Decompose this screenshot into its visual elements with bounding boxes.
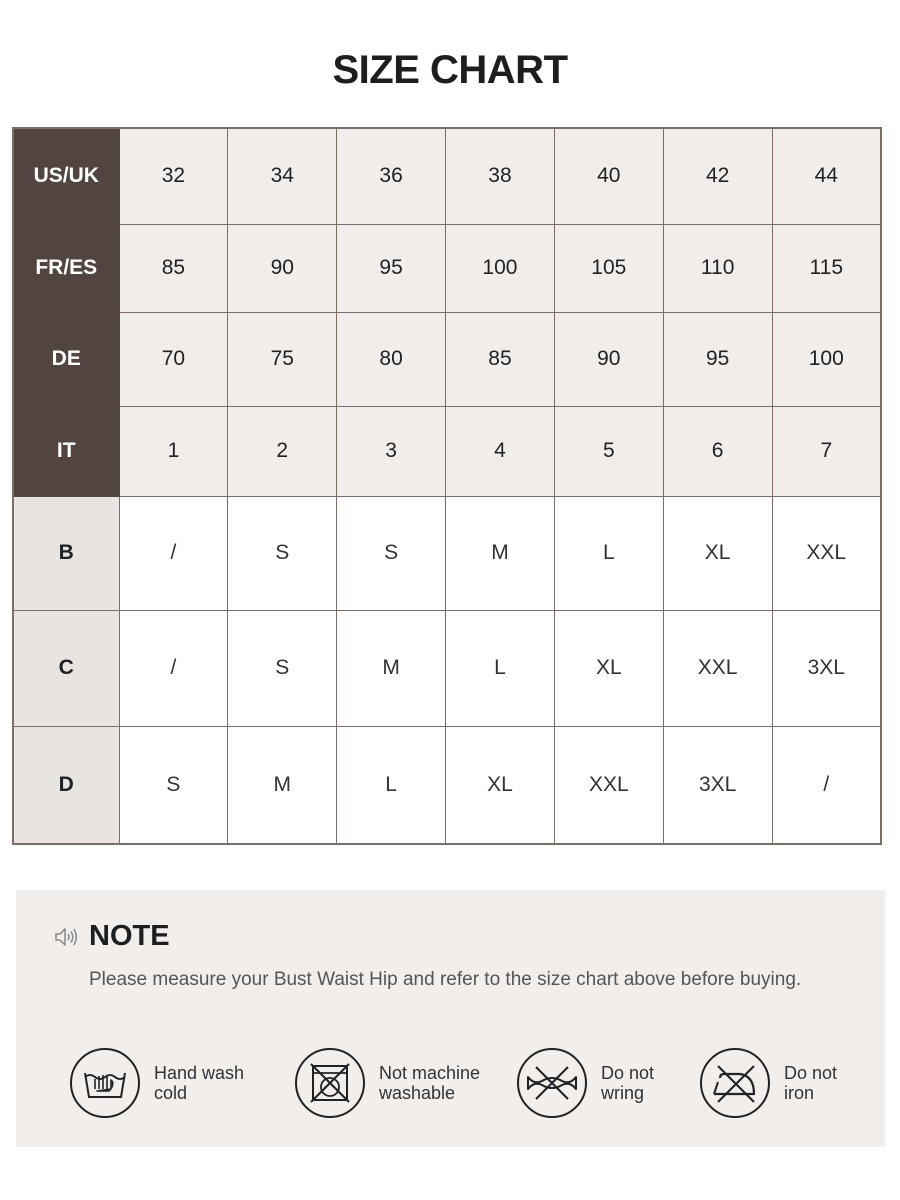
care-item-hand-wash bbox=[70, 1048, 274, 1118]
table-cell: 3 bbox=[337, 406, 446, 496]
table-row-it bbox=[13, 406, 881, 496]
table-cell: 115 bbox=[772, 224, 881, 312]
table-cell: 2 bbox=[228, 406, 337, 496]
table-cell: M bbox=[337, 610, 446, 726]
row-header: US/UK bbox=[13, 128, 119, 224]
table-cell: S bbox=[228, 496, 337, 610]
row-header: FR/ES bbox=[13, 224, 119, 312]
table-cell: / bbox=[772, 726, 881, 844]
table-cell: 3XL bbox=[663, 726, 772, 844]
table-cell: 6 bbox=[663, 406, 772, 496]
table-row-b bbox=[13, 496, 881, 610]
table-row-us-uk bbox=[13, 128, 881, 224]
table-cell: 100 bbox=[772, 312, 881, 406]
table-cell: 70 bbox=[119, 312, 228, 406]
care-item-do-not-iron bbox=[700, 1048, 900, 1118]
table-cell: 44 bbox=[772, 128, 881, 224]
table-cell: XXL bbox=[554, 726, 663, 844]
table-cell: XL bbox=[446, 726, 555, 844]
size-chart-table bbox=[12, 127, 882, 845]
table-cell: S bbox=[337, 496, 446, 610]
table-row-d bbox=[13, 726, 881, 844]
table-cell: 80 bbox=[337, 312, 446, 406]
table-cell: 38 bbox=[446, 128, 555, 224]
table-cell: S bbox=[228, 610, 337, 726]
do-not-wring-icon bbox=[517, 1048, 587, 1118]
row-header: D bbox=[13, 726, 119, 844]
table-cell: XXL bbox=[772, 496, 881, 610]
table-cell: 75 bbox=[228, 312, 337, 406]
table-row-de bbox=[13, 312, 881, 406]
table-cell: 42 bbox=[663, 128, 772, 224]
table-cell: L bbox=[337, 726, 446, 844]
care-label: Not machine washable bbox=[379, 1063, 481, 1103]
table-cell: 4 bbox=[446, 406, 555, 496]
row-header: B bbox=[13, 496, 119, 610]
table-row-fr-es bbox=[13, 224, 881, 312]
note-panel bbox=[16, 890, 885, 1147]
do-not-iron-icon bbox=[700, 1048, 770, 1118]
table-cell: 36 bbox=[337, 128, 446, 224]
no-machine-wash-icon bbox=[295, 1048, 365, 1118]
row-header: C bbox=[13, 610, 119, 726]
table-cell: 95 bbox=[663, 312, 772, 406]
row-header: DE bbox=[13, 312, 119, 406]
table-cell: XL bbox=[663, 496, 772, 610]
table-cell: 90 bbox=[554, 312, 663, 406]
table-cell: L bbox=[554, 496, 663, 610]
table-cell: 110 bbox=[663, 224, 772, 312]
table-cell: / bbox=[119, 496, 228, 610]
table-cell: 40 bbox=[554, 128, 663, 224]
table-cell: XXL bbox=[663, 610, 772, 726]
table-cell: 85 bbox=[119, 224, 228, 312]
care-label: Hand wash cold bbox=[154, 1063, 245, 1103]
table-cell: L bbox=[446, 610, 555, 726]
care-label: Do not wring bbox=[601, 1063, 655, 1103]
table-cell: XL bbox=[554, 610, 663, 726]
table-cell: 90 bbox=[228, 224, 337, 312]
table-cell: 32 bbox=[119, 128, 228, 224]
table-cell: 1 bbox=[119, 406, 228, 496]
speaker-icon bbox=[54, 926, 78, 948]
table-cell: M bbox=[446, 496, 555, 610]
table-cell: 7 bbox=[772, 406, 881, 496]
table-cell: 34 bbox=[228, 128, 337, 224]
table-cell: 85 bbox=[446, 312, 555, 406]
page-title: SIZE CHART bbox=[332, 48, 568, 92]
hand-wash-icon bbox=[70, 1048, 140, 1118]
table-cell: 3XL bbox=[772, 610, 881, 726]
note-text: Please measure your Bust Waist Hip and refer to the size chart above before buying. bbox=[89, 969, 802, 990]
table-cell: 95 bbox=[337, 224, 446, 312]
note-title: NOTE bbox=[89, 920, 170, 952]
table-cell: M bbox=[228, 726, 337, 844]
table-cell: / bbox=[119, 610, 228, 726]
care-item-do-not-wring bbox=[517, 1048, 721, 1118]
note-header bbox=[54, 920, 170, 953]
care-item-no-machine-wash bbox=[295, 1048, 499, 1118]
table-cell: 5 bbox=[554, 406, 663, 496]
care-label: Do not iron bbox=[784, 1063, 838, 1103]
table-cell: 100 bbox=[446, 224, 555, 312]
table-cell: S bbox=[119, 726, 228, 844]
table-cell: 105 bbox=[554, 224, 663, 312]
row-header: IT bbox=[13, 406, 119, 496]
table-row-c bbox=[13, 610, 881, 726]
